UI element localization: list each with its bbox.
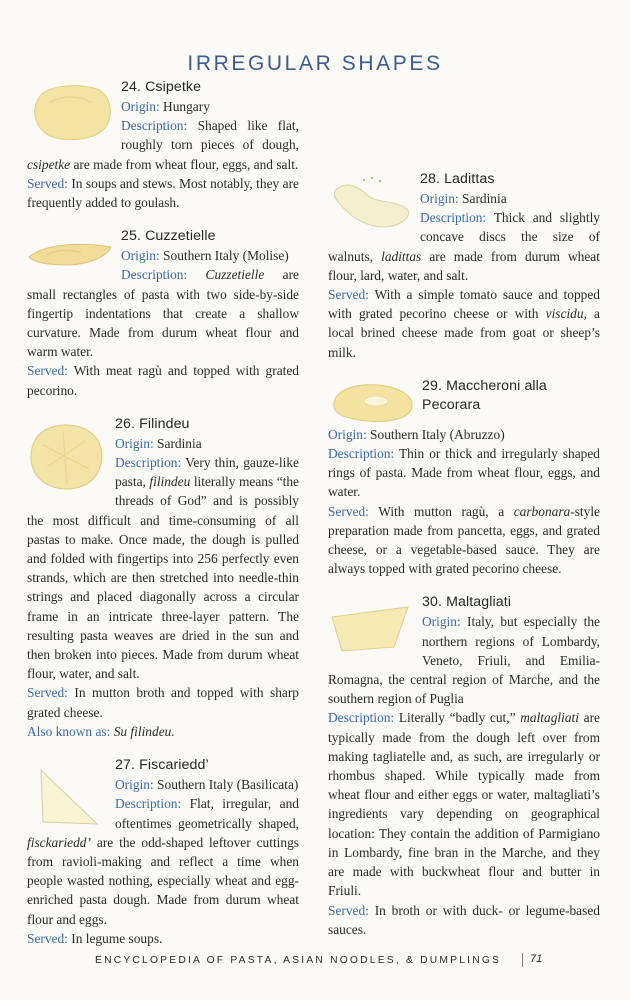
entry-maccheroni-alla-pecorara	[328, 377, 600, 579]
description-label: Description:	[328, 710, 395, 726]
entry-maltagliati	[328, 593, 600, 938]
served-label: Served:	[328, 287, 369, 303]
entry-title: 29. Maccheroni alla Pecorara	[422, 377, 547, 413]
pasta-term: filindeu	[149, 474, 191, 490]
style-term: carbonara	[513, 503, 571, 519]
description-label: Description:	[420, 210, 487, 226]
entry-title: 27. Fiscariedd’	[115, 757, 209, 774]
description-label: Description:	[115, 455, 182, 471]
pasta-term: csipetke	[27, 156, 71, 172]
origin-value: Sardinia	[157, 435, 202, 451]
filindeu-illustration	[27, 421, 107, 493]
right-column	[328, 170, 600, 954]
also-known-label: Also known as:	[27, 723, 111, 739]
description-label: Description:	[121, 267, 188, 283]
cuzzetielle-illustration	[27, 235, 115, 275]
origin-label: Origin:	[115, 435, 154, 451]
origin-value: Hungary	[163, 99, 210, 114]
pasta-term: ladittas	[381, 248, 422, 264]
entry-title: 25. Cuzzetielle	[121, 228, 216, 245]
description-text: are made from wheat flour, eggs, and salt.	[73, 156, 299, 172]
footer-divider	[522, 953, 523, 967]
description-text: Thin or thick and irregularly shaped rings of pasta. Made from wheat flour, eggs, and water.	[328, 446, 600, 500]
description-text: are made from durum wheat flour, lard, water, and salt.	[328, 248, 600, 283]
maccheroni-illustration	[328, 379, 416, 425]
cheese-term: viscidu	[545, 306, 584, 322]
served-text: With mutton ragù, a	[378, 503, 505, 519]
origin-label: Origin:	[115, 777, 154, 793]
entry-filindeu	[27, 415, 299, 741]
description-text: Flat, irregular, and oftentimes geometrically shaped,	[115, 796, 299, 831]
served-text: In broth or with duck- or legume-based sauces.	[328, 902, 600, 937]
origin-label: Origin:	[422, 614, 461, 630]
description-text: are typically made from the dough left over from making tagliatelle and, as such, are irregularly or rhombus shaped. While typically made from wheat flour and either eggs or water, maltagliati’s ingredients vary depending on geographical location: They contain the addition of Parmigiano in Lombardy, fine bran in the Marche, and they are made with buckwheat flour and butter in Friuli.	[328, 710, 600, 899]
entry-ladittas-body	[328, 170, 600, 362]
description-text: are small rectangles of pasta with two side-by-side fingertip indentations that create a shallow curvature. Made from durum wheat flour and warm water.	[27, 267, 299, 360]
served-text: In mutton broth and topped with sharp grated cheese.	[27, 685, 299, 720]
served-label: Served:	[328, 503, 369, 519]
served-label: Served:	[27, 685, 68, 701]
entry-title: 24. Csipetke	[121, 79, 202, 95]
origin-label: Origin:	[121, 99, 160, 114]
origin-label: Origin:	[420, 191, 459, 206]
page-number: 71	[530, 953, 543, 965]
page-title: IRREGULAR SHAPES	[187, 52, 443, 76]
description-label: Description:	[121, 118, 188, 134]
description-text: literally means “the threads of God” and is possibly the most difficult and time-consuming of all pastas to make. Once made, the dough is pulled and folded with fingertips into 256 perfectly even strands, which are then stretched into needle-thin strings and placed diagonally across a circular frame in an intricate three-layer pattern. The resulting pasta weaves are dried in the sun and then broken into pieces. Made from durum wheat flour, water, and salt.	[27, 474, 299, 682]
served-text: In soups and stews. Most notably, they are frequently added to goulash.	[27, 175, 299, 211]
entry-csipetke	[27, 78, 299, 212]
served-text: With meat ragù and topped with grated pecorino.	[27, 363, 299, 398]
served-text: With a simple tomato sauce and topped with grated pecorino cheese or with	[328, 287, 600, 322]
served-text: -style preparation made from pancetta, eggs, and grated cheese, or a vegetable-based sauce. They are always topped with grated pecorino cheese.	[328, 503, 600, 577]
served-text: In legume soups.	[71, 930, 163, 946]
description-text: Literally “badly cut,”	[398, 710, 516, 726]
served-label: Served:	[27, 930, 68, 946]
description-text: Very thin, gauze-like pasta,	[115, 455, 299, 490]
pasta-term: maltagliati	[520, 710, 579, 726]
fiscariedd-illustration	[27, 766, 107, 828]
description-label: Description:	[115, 796, 182, 812]
description-text: are the odd-shaped leftover cuttings from ravioli-making and reflect a time when people wasted nothing, especially wheat and egg-enriched pasta dough. Made from durum wheat flour and eggs.	[27, 834, 299, 927]
pasta-term: fisckariedd’	[27, 834, 91, 850]
maltagliati-illustration	[328, 603, 416, 655]
page-footer: ENCYCLOPEDIA OF PASTA, ASIAN NOODLES, & DUMPLINGS	[95, 955, 502, 966]
entry-title: 26. Filindeu	[115, 415, 190, 432]
entry-cuzzetielle	[27, 227, 299, 400]
also-known-value: Su filindeu.	[113, 723, 175, 739]
origin-label: Origin:	[121, 248, 160, 264]
origin-value: Southern Italy (Basilicata)	[157, 777, 299, 793]
served-text: , a local brined cheese made from goat or sheep’s milk.	[328, 306, 600, 360]
served-label: Served:	[328, 902, 369, 918]
csipetke-illustration	[27, 83, 115, 143]
origin-label: Origin:	[328, 426, 367, 442]
origin-value: Southern Italy (Abruzzo)	[370, 426, 505, 442]
served-label: Served:	[27, 363, 68, 379]
entry-title: 28. Ladittas	[420, 171, 495, 187]
description-label: Description:	[328, 446, 395, 462]
description-text: Shaped like flat, roughly torn pieces of dough,	[121, 118, 299, 153]
left-column	[27, 78, 299, 963]
origin-value: Italy, but especially the northern regions of Lombardy, Veneto, Friuli, and Emilia-Romagna, the central region of Marche, and the southern region of Puglia	[328, 614, 600, 707]
served-label: Served:	[27, 175, 68, 191]
origin-value: Southern Italy (Molise)	[163, 248, 289, 264]
pasta-term: Cuzzetielle	[205, 267, 265, 283]
entry-fiscariedd	[27, 756, 299, 948]
origin-value: Sardinia	[462, 191, 507, 206]
ladittas-illustration	[328, 174, 414, 232]
description-text: Thick and slightly concave discs the size of walnuts,	[328, 210, 600, 264]
entry-title: 30. Maltagliati	[422, 594, 512, 611]
